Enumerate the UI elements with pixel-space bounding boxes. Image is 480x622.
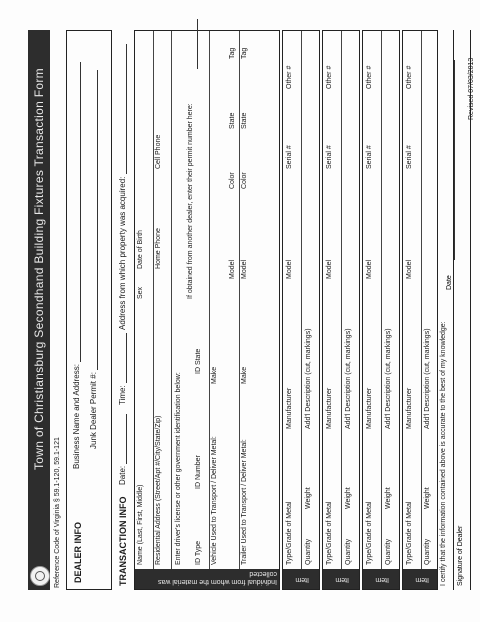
- weight-label: Weight: [345, 487, 352, 509]
- individual-side-label: Individual from whom the material was collected: [157, 570, 277, 585]
- other-dealer-line[interactable]: [191, 19, 198, 69]
- other-number-label: Other #: [406, 65, 413, 89]
- dealer-permit-field[interactable]: [89, 70, 98, 449]
- title-bar: [28, 30, 50, 590]
- transaction-date-label: Date:: [118, 465, 127, 485]
- item-row-bottom[interactable]: [301, 31, 319, 569]
- model-label: Model: [366, 259, 373, 279]
- transaction-info-row: [114, 30, 132, 590]
- transaction-form: [28, 30, 453, 590]
- dob-label: Date of Birth: [137, 230, 144, 269]
- trailer-color-label: Color: [241, 172, 248, 189]
- transaction-time-label: Time:: [118, 385, 127, 405]
- cell-phone-label: Cell Phone: [155, 134, 162, 169]
- trailer-row[interactable]: [239, 31, 279, 569]
- item-side-band: [363, 569, 399, 589]
- description-label: Add'l Description (cut, markings): [424, 328, 431, 429]
- transaction-time-field[interactable]: [118, 333, 127, 405]
- item-row-top[interactable]: [403, 31, 422, 569]
- id-state-label: ID State: [195, 348, 202, 374]
- signature-date-line[interactable]: [454, 60, 455, 260]
- form-title: Town of Christiansburg Secondhand Building Fixtures Transaction Form: [32, 68, 46, 470]
- item-side-label: Item: [295, 576, 309, 583]
- revised-date: Revised 07/03/2013: [468, 57, 475, 120]
- license-label: Enter driver's license or other government identification below:: [175, 372, 182, 565]
- vehicle-make-label: Make: [211, 366, 218, 384]
- serial-label: Serial #: [366, 145, 373, 169]
- name-row[interactable]: [135, 31, 154, 569]
- certify-statement: I certify that the information contained above is accurate to the best of my knowledge:: [440, 321, 447, 586]
- model-label: Model: [286, 259, 293, 279]
- id-row[interactable]: [187, 31, 210, 569]
- item-row-top[interactable]: [283, 31, 302, 569]
- home-phone-label: Home Phone: [155, 228, 162, 269]
- item-section-2: [322, 30, 360, 590]
- item-side-label: Item: [375, 576, 389, 583]
- individual-side-band: [135, 569, 279, 589]
- item-side-label: Item: [335, 576, 349, 583]
- transaction-info-label: TRANSACTION INFO: [118, 496, 128, 586]
- residential-row[interactable]: [153, 31, 172, 569]
- dealer-signature-label: Signature of Dealer: [457, 525, 464, 586]
- manufacturer-label: Manufacturer: [286, 387, 293, 429]
- item-side-band: [283, 569, 319, 589]
- quantity-label: Quantity: [424, 538, 431, 565]
- acquired-address-field[interactable]: [118, 44, 127, 330]
- residential-label: Residential Address (Street/Apt #/City/State/Zip): [155, 415, 162, 565]
- vehicle-row[interactable]: [209, 31, 240, 569]
- vehicle-color-label: Color: [229, 172, 236, 189]
- business-name-label: Business Name and Address:: [72, 364, 81, 469]
- business-name-field[interactable]: [72, 62, 81, 469]
- dealer-info-label: DEALER INFO: [73, 521, 83, 583]
- individual-section: [134, 30, 280, 590]
- description-label: Add'l Description (cut, markings): [345, 328, 352, 429]
- acquired-address-label: Address from which property was acquired:: [118, 176, 127, 330]
- item-row-top[interactable]: [323, 31, 342, 569]
- serial-label: Serial #: [326, 145, 333, 169]
- model-label: Model: [326, 259, 333, 279]
- item-row-bottom[interactable]: [421, 31, 437, 569]
- other-dealer-label: If obtained from another dealer, enter their permit number here:: [187, 103, 194, 299]
- type-grade-label: Type/Grade of Metal: [286, 501, 293, 565]
- quantity-label: Quantity: [305, 538, 312, 565]
- item-section-4: [402, 30, 438, 590]
- model-label: Model: [406, 259, 413, 279]
- type-grade-label: Type/Grade of Metal: [366, 501, 373, 565]
- id-number-label: ID Number: [195, 455, 202, 489]
- item-side-label: Item: [415, 576, 429, 583]
- item-section-1: [282, 30, 320, 590]
- type-grade-label: Type/Grade of Metal: [326, 501, 333, 565]
- manufacturer-label: Manufacturer: [326, 387, 333, 429]
- code-reference: Reference Code of Virginia § 59.1-120, 59.1-121: [54, 437, 61, 588]
- item-row-top[interactable]: [363, 31, 382, 569]
- quantity-label: Quantity: [345, 538, 352, 565]
- weight-label: Weight: [385, 487, 392, 509]
- other-number-label: Other #: [326, 65, 333, 89]
- item-section-3: [362, 30, 400, 590]
- trailer-tag-label: Tag: [241, 47, 248, 59]
- manufacturer-label: Manufacturer: [366, 387, 373, 429]
- type-grade-label: Type/Grade of Metal: [406, 501, 413, 565]
- dealer-info-section: [66, 30, 112, 590]
- id-type-label: ID Type: [195, 541, 202, 565]
- trailer-make-label: Make: [241, 366, 248, 384]
- quantity-label: Quantity: [385, 538, 392, 565]
- manufacturer-label: Manufacturer: [406, 387, 413, 429]
- sex-label: Sex: [137, 286, 144, 299]
- other-number-label: Other #: [286, 65, 293, 89]
- weight-label: Weight: [424, 487, 431, 509]
- signature-date-label: Date: [446, 275, 453, 290]
- weight-label: Weight: [305, 487, 312, 509]
- transaction-date-field[interactable]: [118, 414, 127, 485]
- dealer-permit-label: Junk Dealer Permit #:: [89, 372, 98, 449]
- description-label: Add'l Description (cut, markings): [385, 328, 392, 429]
- vehicle-label: Vehicle Used to Transport / Deliver Metal:: [211, 436, 218, 565]
- name-label: Name (Last, First, Middle): [137, 484, 144, 565]
- other-number-label: Other #: [366, 65, 373, 89]
- vehicle-model-label: Model: [229, 259, 236, 279]
- serial-label: Serial #: [286, 145, 293, 169]
- trailer-state-label: State: [241, 112, 248, 129]
- town-seal-icon: [30, 566, 50, 586]
- item-side-band: [323, 569, 359, 589]
- trailer-model-label: Model: [241, 259, 248, 279]
- item-row-bottom[interactable]: [341, 31, 359, 569]
- item-row-bottom[interactable]: [381, 31, 399, 569]
- item-side-band: [403, 569, 437, 589]
- vehicle-state-label: State: [229, 112, 236, 129]
- description-label: Add'l Description (cut, markings): [305, 328, 312, 429]
- serial-label: Serial #: [406, 145, 413, 169]
- vehicle-tag-label: Tag: [229, 47, 236, 59]
- trailer-label: Trailer Used to Transport / Deliver Metal:: [241, 439, 248, 565]
